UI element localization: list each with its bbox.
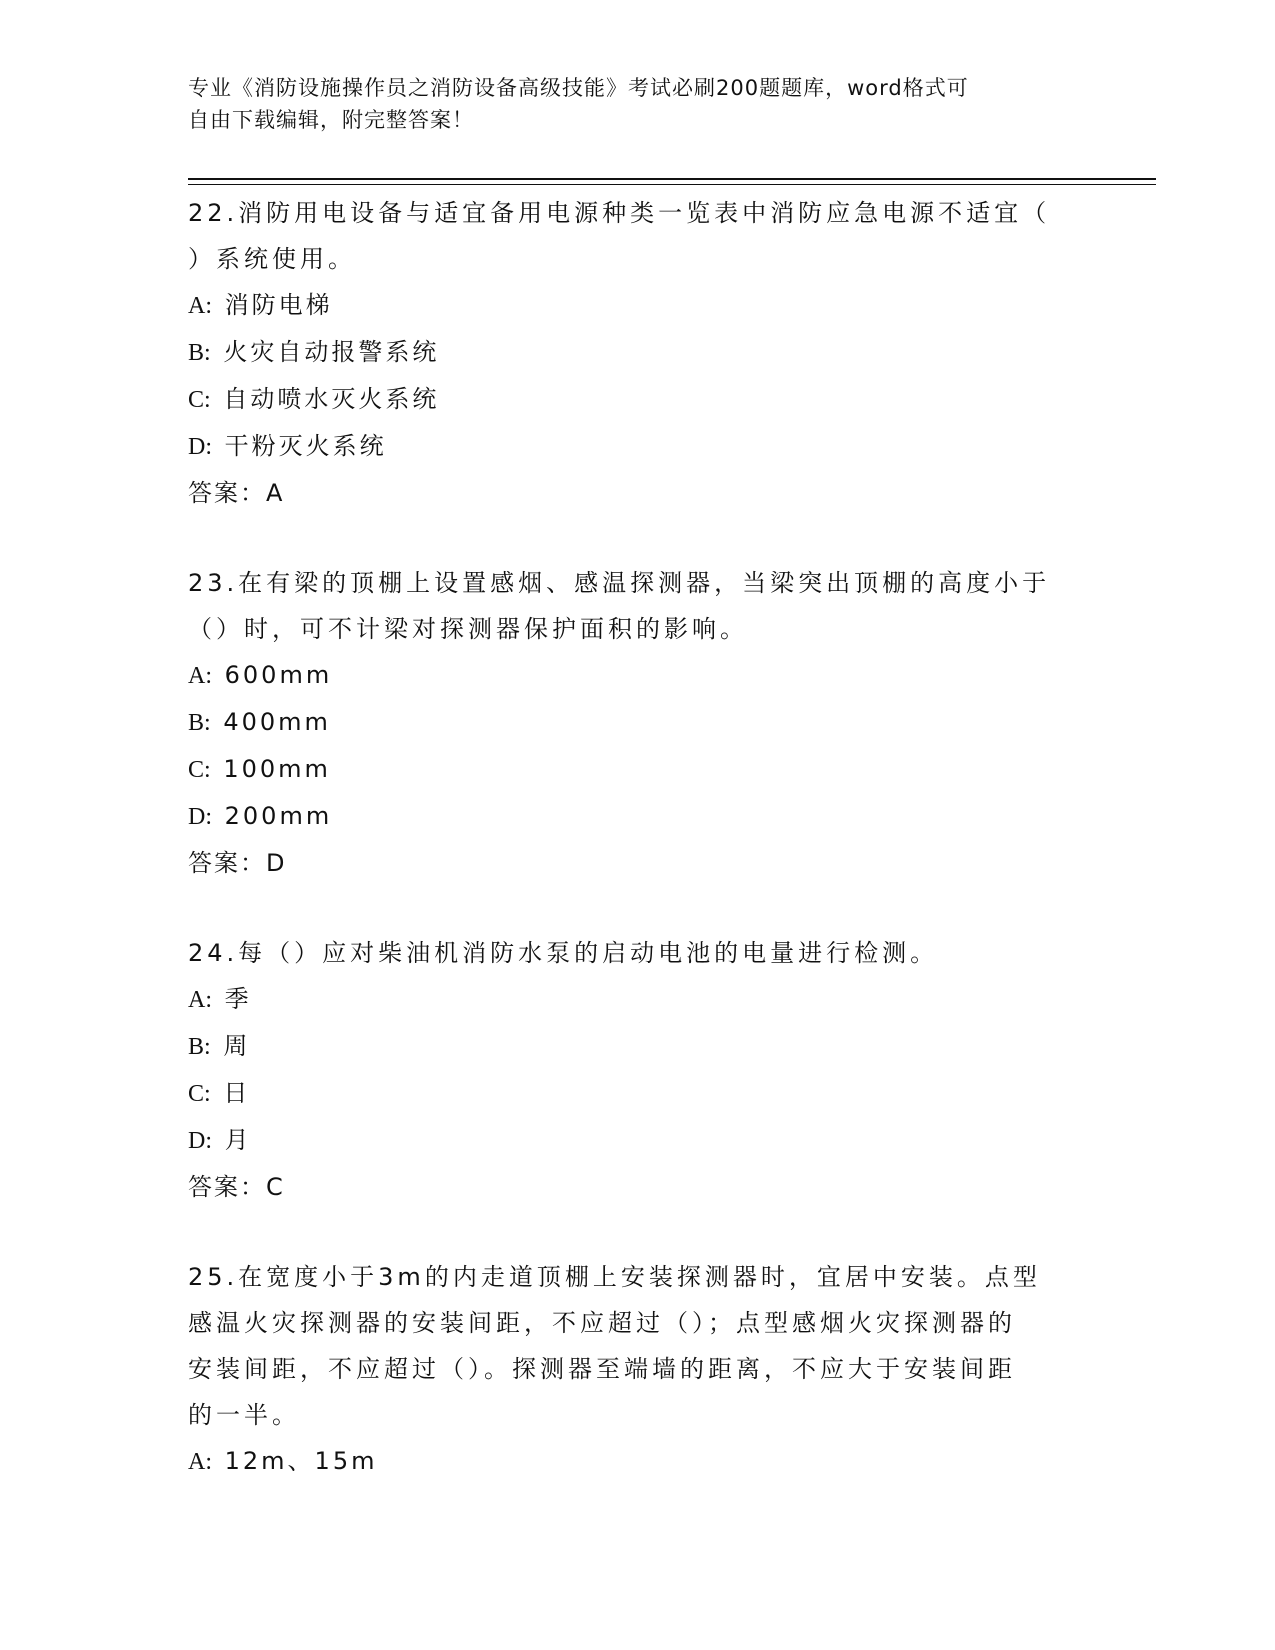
option-text: 100mm — [223, 755, 331, 783]
option-letter: C: — [188, 757, 211, 783]
option-letter: A: — [188, 663, 212, 689]
option-text: 消防电梯 — [224, 291, 333, 319]
option-a — [188, 282, 1088, 329]
answer-line: 答案：A — [188, 479, 285, 507]
option-text: 12m、15m — [224, 1447, 378, 1475]
header-line-2: 自由下载编辑，附完整答案！ — [188, 108, 474, 132]
question-text-line: ）系统使用。 — [188, 245, 356, 273]
question-list — [188, 190, 1088, 1529]
question-text-line: 22.消防用电设备与适宜备用电源种类一览表中消防应急电源不适宜（ — [188, 199, 1051, 227]
answer-line: 答案：C — [188, 1173, 285, 1201]
header-line-1: 专业《消防设施操作员之消防设备高级技能》考试必刷200题题库，word格式可 — [188, 76, 969, 100]
option-text: 200mm — [224, 802, 333, 830]
header-divider-thick — [188, 178, 1156, 180]
document-header — [188, 72, 1068, 136]
question-text-line: 的一半。 — [188, 1401, 300, 1429]
option-text: 火灾自动报警系统 — [223, 338, 440, 366]
answer-line: 答案：D — [188, 849, 287, 877]
option-text: 周 — [223, 1032, 251, 1060]
option-b — [188, 699, 1088, 746]
question-22 — [188, 190, 1088, 516]
option-letter: C: — [188, 387, 211, 413]
option-letter: A: — [188, 1449, 212, 1475]
option-d — [188, 423, 1088, 470]
option-text: 600mm — [224, 661, 333, 689]
option-a — [188, 652, 1088, 699]
option-letter: D: — [188, 434, 212, 460]
question-24 — [188, 930, 1088, 1210]
option-text: 干粉灭火系统 — [224, 432, 387, 460]
question-text-line: 25.在宽度小于3m的内走道顶棚上安装探测器时，宜居中安装。点型 — [188, 1263, 1041, 1291]
question-text-line: 23.在有梁的顶棚上设置感烟、感温探测器，当梁突出顶棚的高度小于 — [188, 569, 1051, 597]
question-25 — [188, 1254, 1088, 1485]
option-text: 月 — [224, 1126, 252, 1154]
option-letter: B: — [188, 1034, 211, 1060]
option-letter: A: — [188, 293, 212, 319]
option-text: 自动喷水灭火系统 — [223, 385, 440, 413]
option-a — [188, 1438, 1088, 1485]
option-c — [188, 746, 1088, 793]
option-letter: B: — [188, 710, 211, 736]
option-text: 日 — [223, 1079, 251, 1107]
question-23 — [188, 560, 1088, 886]
option-letter: B: — [188, 340, 211, 366]
option-d — [188, 1117, 1088, 1164]
option-letter: D: — [188, 1128, 212, 1154]
option-d — [188, 793, 1088, 840]
option-c — [188, 376, 1088, 423]
option-letter: A: — [188, 987, 212, 1013]
header-divider-thin — [188, 184, 1156, 185]
option-letter: D: — [188, 804, 212, 830]
question-text-line: （）时，可不计梁对探测器保护面积的影响。 — [188, 615, 748, 643]
option-letter: C: — [188, 1081, 211, 1107]
option-b — [188, 329, 1088, 376]
question-text-line: 24.每（）应对柴油机消防水泵的启动电池的电量进行检测。 — [188, 939, 939, 967]
option-b — [188, 1023, 1088, 1070]
option-a — [188, 976, 1088, 1023]
question-text-line: 安装间距，不应超过（）。探测器至端墙的距离，不应大于安装间距 — [188, 1355, 1016, 1383]
option-c — [188, 1070, 1088, 1117]
option-text: 400mm — [223, 708, 331, 736]
option-text: 季 — [224, 985, 252, 1013]
question-text-line: 感温火灾探测器的安装间距，不应超过（）；点型感烟火灾探测器的 — [188, 1309, 1016, 1337]
